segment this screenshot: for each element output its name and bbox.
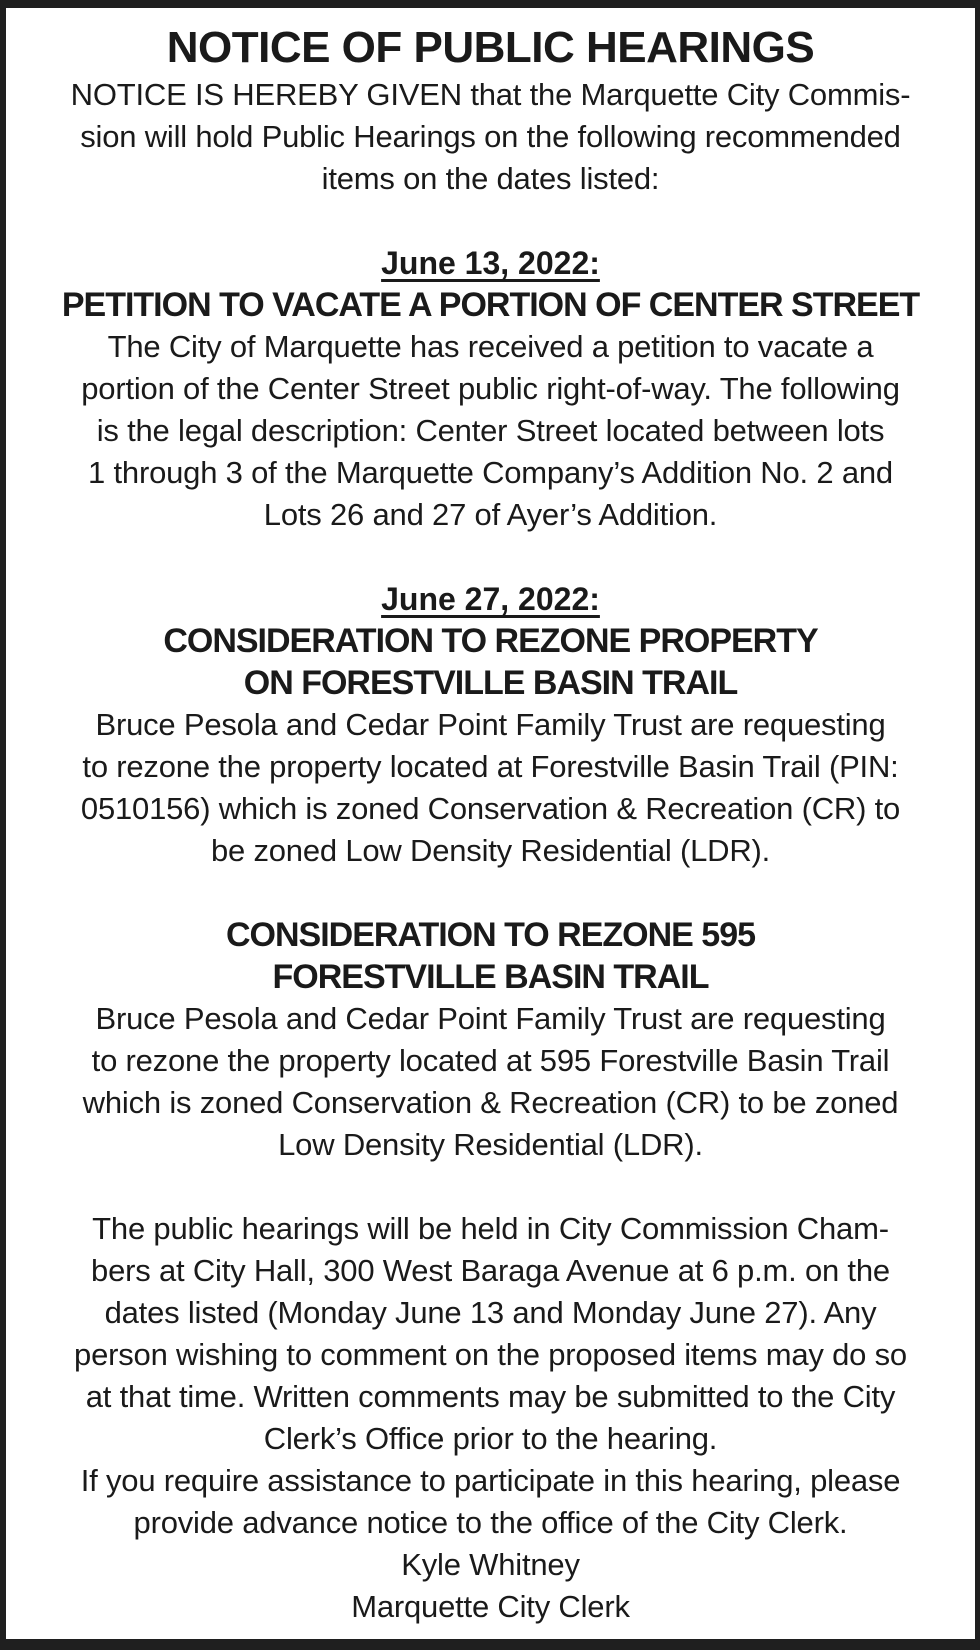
closing-line: The public hearings will be held in City Commission Cham- [92, 1211, 889, 1246]
body-line: portion of the Center Street public right-of-way. The following [81, 371, 900, 406]
body-line: is the legal description: Center Street located between lots [96, 413, 885, 448]
intro-line: sion will hold Public Hearings on the following recommended [80, 119, 901, 154]
section-heading: ON FORESTVILLE BASIN TRAIL [243, 664, 738, 702]
body-line: to rezone the property located at Forestville Basin Trail (PIN: [82, 749, 899, 784]
body-line: to rezone the property located at 595 Forestville Basin Trail [91, 1043, 890, 1078]
closing-line: person wishing to comment on the proposed items may do so [74, 1337, 907, 1372]
notice-title: NOTICE OF PUBLIC HEARINGS [166, 23, 815, 72]
intro-line: items on the dates listed: [321, 161, 660, 196]
notice-intro [26, 74, 955, 200]
date-heading [26, 578, 955, 620]
date-heading [26, 242, 955, 284]
body-line: Low Density Residential (LDR). [278, 1127, 703, 1162]
closing-line: at that time. Written comments may be submitted to the City [85, 1379, 896, 1414]
body-line: Lots 26 and 27 of Ayer’s Addition. [263, 497, 718, 532]
section-rezone-595 [26, 914, 955, 1166]
section-june-27-rezone-property [26, 578, 955, 872]
section-heading: CONSIDERATION TO REZONE 595 [225, 916, 756, 954]
section-heading: PETITION TO VACATE A PORTION OF CENTER STREET [61, 286, 920, 324]
intro-line: NOTICE IS HEREBY GIVEN that the Marquette City Commis- [70, 77, 911, 112]
section-june-13-petition [26, 242, 955, 536]
section-heading: CONSIDERATION TO REZONE PROPERTY [163, 622, 818, 660]
body-line: Bruce Pesola and Cedar Point Family Trust are requesting [95, 1001, 886, 1036]
closing-paragraph [26, 1208, 955, 1628]
date-heading-text: June 13, 2022: [381, 245, 600, 281]
closing-line: bers at City Hall, 300 West Baraga Avenue at 6 p.m. on the [91, 1253, 890, 1288]
closing-line: If you require assistance to participate in this hearing, please [80, 1463, 901, 1498]
signature-role: Marquette City Clerk [351, 1589, 630, 1624]
closing-line: Clerk’s Office prior to the hearing. [263, 1421, 718, 1456]
section-heading: FORESTVILLE BASIN TRAIL [272, 958, 709, 996]
closing-line: provide advance notice to the office of the City Clerk. [133, 1505, 848, 1540]
body-line: The City of Marquette has received a petition to vacate a [107, 329, 874, 364]
body-line: be zoned Low Density Residential (LDR). [210, 833, 771, 868]
body-line: which is zoned Conservation & Recreation (CR) to be zoned [82, 1085, 899, 1120]
signature-name: Kyle Whitney [401, 1547, 580, 1582]
body-line: 1 through 3 of the Marquette Company’s Addition No. 2 and [88, 455, 893, 490]
body-line: 0510156) which is zoned Conservation & Recreation (CR) to [80, 791, 901, 826]
date-heading-text: June 27, 2022: [381, 581, 600, 617]
body-line: Bruce Pesola and Cedar Point Family Trust are requesting [95, 707, 886, 742]
closing-line: dates listed (Monday June 13 and Monday June 27). Any [104, 1295, 877, 1330]
